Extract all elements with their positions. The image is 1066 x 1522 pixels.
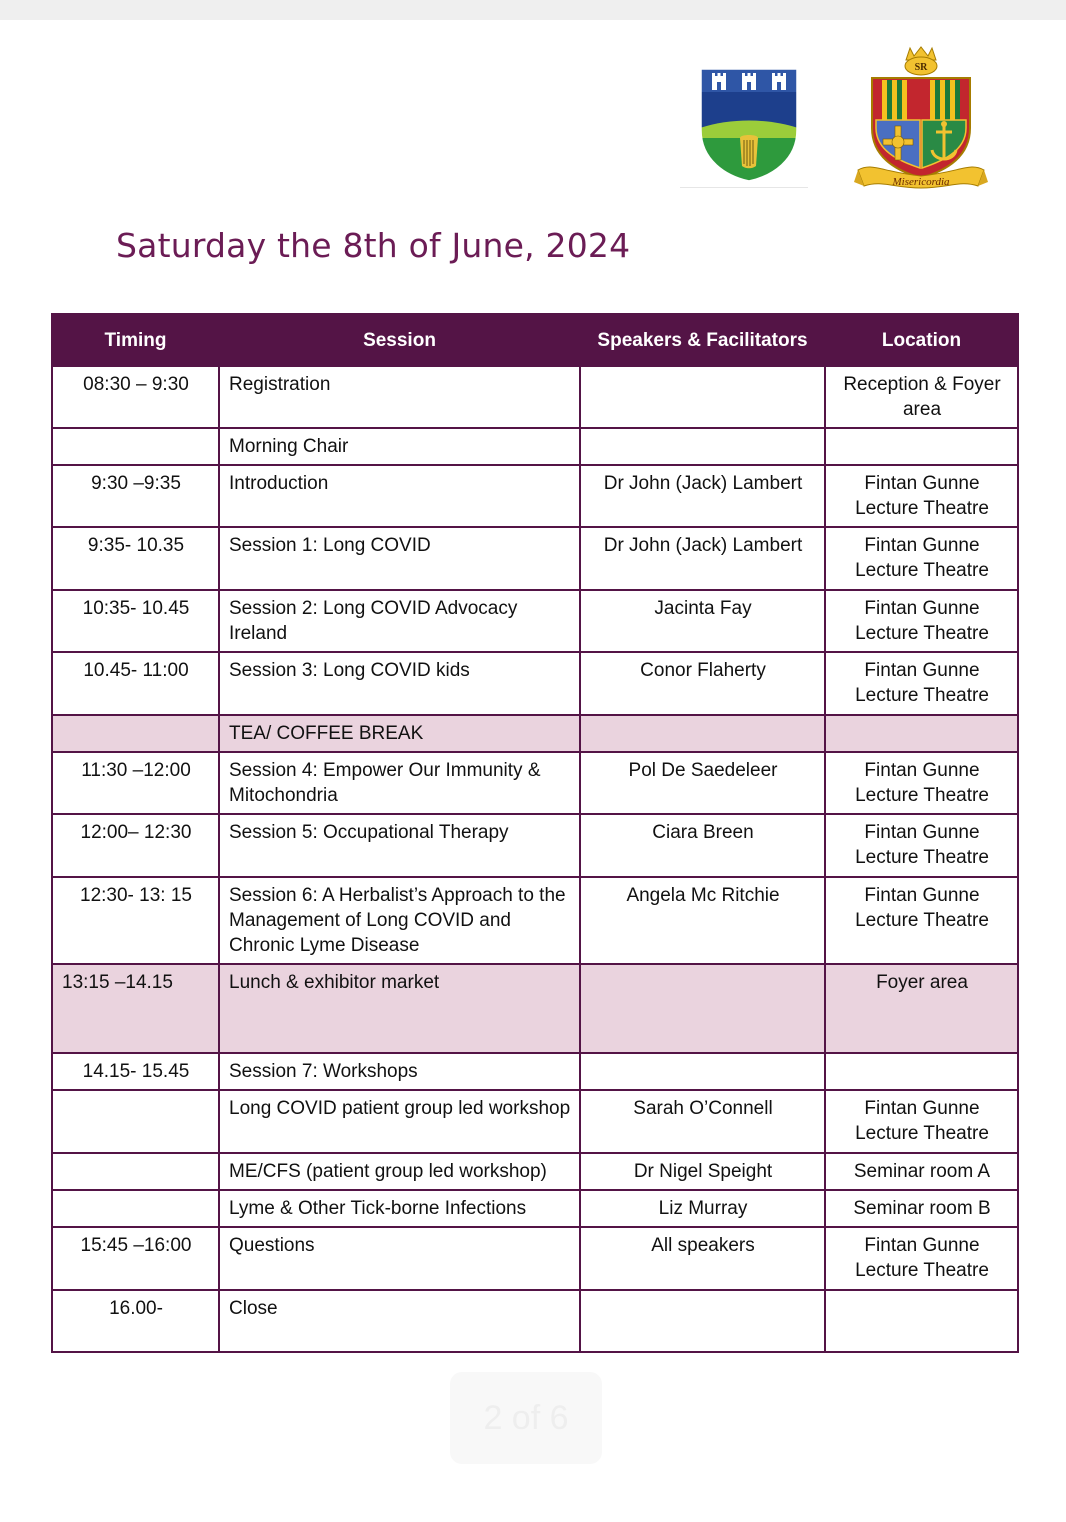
location-cell: Fintan Gunne Lecture Theatre [825, 527, 1018, 590]
time-cell [52, 715, 219, 752]
time-cell: 9:30 –9:35 [52, 465, 219, 527]
table-row [52, 1153, 1018, 1190]
location-cell: Fintan Gunne Lecture Theatre [825, 814, 1018, 877]
location-cell [825, 1053, 1018, 1090]
time-cell: 15:45 –16:00 [52, 1227, 219, 1290]
time-cell: 10.45- 11:00 [52, 652, 219, 715]
time-cell: 16.00- [52, 1290, 219, 1352]
table-row-lunch [52, 964, 1018, 1053]
speaker-cell: Ciara Breen [580, 814, 825, 877]
location-cell: Fintan Gunne Lecture Theatre [825, 1227, 1018, 1290]
session-cell: Session 6: A Herbalist’s Approach to the Management of Long COVID and Chronic Lyme Disease [219, 877, 580, 964]
header-speakers: Speakers & Facilitators [580, 314, 825, 366]
speaker-cell [580, 1053, 825, 1090]
location-cell: Fintan Gunne Lecture Theatre [825, 590, 1018, 652]
crest-motto: Misericordia [892, 176, 950, 188]
page-title: Saturday the 8th of June, 2024 [116, 226, 631, 265]
speaker-cell: Dr John (Jack) Lambert [580, 527, 825, 590]
time-cell: 12:30- 13: 15 [52, 877, 219, 964]
session-cell: Session 5: Occupational Therapy [219, 814, 580, 877]
table-header-row [52, 314, 1018, 366]
speaker-cell: Dr Nigel Speight [580, 1153, 825, 1190]
speaker-cell [580, 1290, 825, 1352]
location-cell: Fintan Gunne Lecture Theatre [825, 877, 1018, 964]
table-row [52, 1090, 1018, 1153]
header-timing: Timing [52, 314, 219, 366]
session-cell: TEA/ COFFEE BREAK [219, 715, 580, 752]
session-cell: ME/CFS (patient group led workshop) [219, 1153, 580, 1190]
session-cell: Lunch & exhibitor market [219, 964, 580, 1053]
speaker-cell [580, 715, 825, 752]
session-cell: Session 2: Long COVID Advocacy Ireland [219, 590, 580, 652]
time-cell: 14.15- 15.45 [52, 1053, 219, 1090]
session-cell: Morning Chair [219, 428, 580, 465]
misericordia-crest-icon [852, 44, 990, 192]
crest-initials: SR [914, 62, 928, 73]
speaker-cell: Sarah O’Connell [580, 1090, 825, 1153]
speaker-cell: Conor Flaherty [580, 652, 825, 715]
time-cell: 11:30 –12:00 [52, 752, 219, 814]
session-cell: Session 4: Empower Our Immunity & Mitochondria [219, 752, 580, 814]
speaker-cell [580, 366, 825, 428]
location-cell: Fintan Gunne Lecture Theatre [825, 752, 1018, 814]
session-cell: Session 1: Long COVID [219, 527, 580, 590]
location-cell: Fintan Gunne Lecture Theatre [825, 465, 1018, 527]
speaker-cell [580, 964, 825, 1053]
speaker-cell: Angela Mc Ritchie [580, 877, 825, 964]
location-cell: Foyer area [825, 964, 1018, 1053]
speaker-cell [580, 428, 825, 465]
table-row [52, 652, 1018, 715]
table-row [52, 814, 1018, 877]
table-row-break [52, 715, 1018, 752]
table-row [52, 428, 1018, 465]
table-row [52, 1190, 1018, 1227]
location-cell [825, 1290, 1018, 1352]
page-indicator: 2 of 6 [450, 1372, 602, 1464]
location-cell: Fintan Gunne Lecture Theatre [825, 1090, 1018, 1153]
session-cell: Registration [219, 366, 580, 428]
location-cell: Seminar room B [825, 1190, 1018, 1227]
session-cell: Session 3: Long COVID kids [219, 652, 580, 715]
table-row [52, 877, 1018, 964]
time-cell [52, 428, 219, 465]
table-row [52, 590, 1018, 652]
table-row [52, 1053, 1018, 1090]
top-bar [0, 0, 1066, 20]
time-cell [52, 1190, 219, 1227]
time-cell: 12:00– 12:30 [52, 814, 219, 877]
session-cell: Long COVID patient group led workshop [219, 1090, 580, 1153]
session-cell: Close [219, 1290, 580, 1352]
table-row [52, 366, 1018, 428]
location-cell [825, 428, 1018, 465]
location-cell: Seminar room A [825, 1153, 1018, 1190]
speaker-cell: Pol De Saedeleer [580, 752, 825, 814]
time-cell: 9:35- 10.35 [52, 527, 219, 590]
time-cell: 13:15 –14.15 [52, 964, 219, 1053]
location-cell [825, 715, 1018, 752]
table-row [52, 465, 1018, 527]
table-row [52, 1227, 1018, 1290]
speaker-cell: Jacinta Fay [580, 590, 825, 652]
session-cell: Session 7: Workshops [219, 1053, 580, 1090]
header-session: Session [219, 314, 580, 366]
session-cell: Questions [219, 1227, 580, 1290]
schedule-table [51, 313, 1019, 1353]
location-cell: Fintan Gunne Lecture Theatre [825, 652, 1018, 715]
time-cell: 08:30 – 9:30 [52, 366, 219, 428]
logo-underline [680, 187, 808, 188]
speaker-cell: All speakers [580, 1227, 825, 1290]
table-row [52, 527, 1018, 590]
session-cell: Lyme & Other Tick-borne Infections [219, 1190, 580, 1227]
speaker-cell: Liz Murray [580, 1190, 825, 1227]
table-row [52, 1290, 1018, 1352]
session-cell: Introduction [219, 465, 580, 527]
header-location: Location [825, 314, 1018, 366]
time-cell [52, 1153, 219, 1190]
table-row [52, 752, 1018, 814]
ucd-crest-icon [700, 68, 798, 182]
time-cell [52, 1090, 219, 1153]
location-cell: Reception & Foyer area [825, 366, 1018, 428]
time-cell: 10:35- 10.45 [52, 590, 219, 652]
speaker-cell: Dr John (Jack) Lambert [580, 465, 825, 527]
